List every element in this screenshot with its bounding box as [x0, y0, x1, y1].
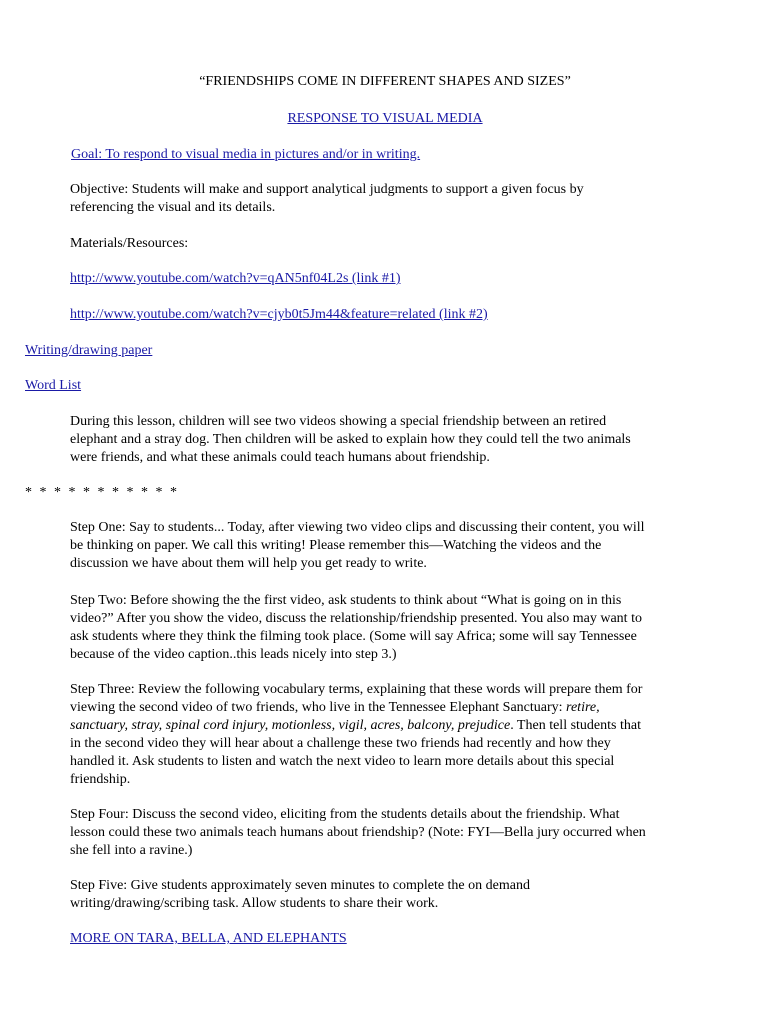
step-one-line-3: discussion we have about them will help you get ready to write.: [70, 556, 427, 571]
step-three-line-3-text: . Then tell students that: [510, 718, 641, 733]
step-two-line-2: video?” After you show the video, discuss the relationship/friendship presented. You also may want to: [70, 611, 642, 626]
separator-stars: * * * * * * * * * * *: [25, 485, 179, 500]
intro-line-3: were friends, and what these animals could teach humans about friendship.: [70, 450, 490, 465]
document-title: “FRIENDSHIPS COME IN DIFFERENT SHAPES AND SIZES”: [199, 74, 571, 89]
objective-line-1: Objective: Students will make and support analytical judgments to support a given focus by: [70, 182, 584, 197]
step-one-line-2: be thinking on paper. We call this writing! Please remember this—Watching the videos and the: [70, 538, 602, 553]
more-info-link[interactable]: MORE ON TARA, BELLA, AND ELEPHANTS: [70, 931, 347, 946]
writing-paper-link[interactable]: Writing/drawing paper: [25, 343, 153, 358]
word-list-link[interactable]: Word List: [25, 378, 82, 393]
goal-link[interactable]: Goal: To respond to visual media in pictures and/or in writing.: [71, 147, 421, 162]
step-three-line-4: in the second video they will hear about a challenge these two friends had recently and how they: [70, 736, 611, 751]
step-two-line-3: ask students where they think the filming took place. (Some will say Africa; some will say Tennessee: [70, 629, 637, 644]
step-four-line-2: lesson could these two animals teach humans about friendship? (Note: FYI—Bella jury occurred when: [70, 825, 646, 840]
step-four-line-3: she fell into a ravine.): [70, 843, 193, 858]
video-link-2[interactable]: http://www.youtube.com/watch?v=cjyb0t5Jm44&feature=related (link #2): [70, 307, 488, 322]
vocab-retire: retire,: [566, 700, 600, 715]
step-three-line-3: [70, 717, 641, 735]
step-five-line-2: writing/drawing/scribing task. Allow students to share their work.: [70, 896, 439, 911]
objective-line-2: referencing the visual and its details.: [70, 200, 276, 215]
step-one-line-1: Step One: Say to students... Today, after viewing two video clips and discussing their content, you will: [70, 520, 645, 535]
step-three-line-1: Step Three: Review the following vocabulary terms, explaining that these words will prepare them for: [70, 682, 643, 697]
vocab-terms: sanctuary, stray, spinal cord injury, motionless, vigil, acres, balcony, prejudice: [70, 718, 511, 733]
step-three-line-5: handled it. Ask students to listen and watch the next video to learn more details about this special: [70, 754, 615, 769]
step-two-line-4: because of the video caption..this leads nicely into step 3.): [70, 647, 397, 662]
video-link-1[interactable]: http://www.youtube.com/watch?v=qAN5nf04L2s (link #1): [70, 271, 401, 286]
step-five-line-1: Step Five: Give students approximately seven minutes to complete the on demand: [70, 878, 530, 893]
step-three-line-2: [70, 699, 600, 717]
step-four-line-1: Step Four: Discuss the second video, eliciting from the students details about the friendship. What: [70, 807, 620, 822]
materials-label: Materials/Resources:: [70, 236, 189, 251]
step-two-line-1: Step Two: Before showing the the first video, ask students to think about “What is going on in this: [70, 593, 622, 608]
intro-line-2: elephant and a stray dog. Then children will be asked to explain how they could tell the two animals: [70, 432, 631, 447]
document-subtitle: [0, 110, 770, 128]
subtitle-link[interactable]: RESPONSE TO VISUAL MEDIA: [287, 111, 483, 126]
intro-line-1: During this lesson, children will see two videos showing a special friendship between an retired: [70, 414, 607, 429]
step-three-line-6: friendship.: [70, 772, 131, 787]
step-three-line-2-text: viewing the second video of two friends, who live in the Tennessee Elephant Sanctuary:: [70, 700, 567, 715]
